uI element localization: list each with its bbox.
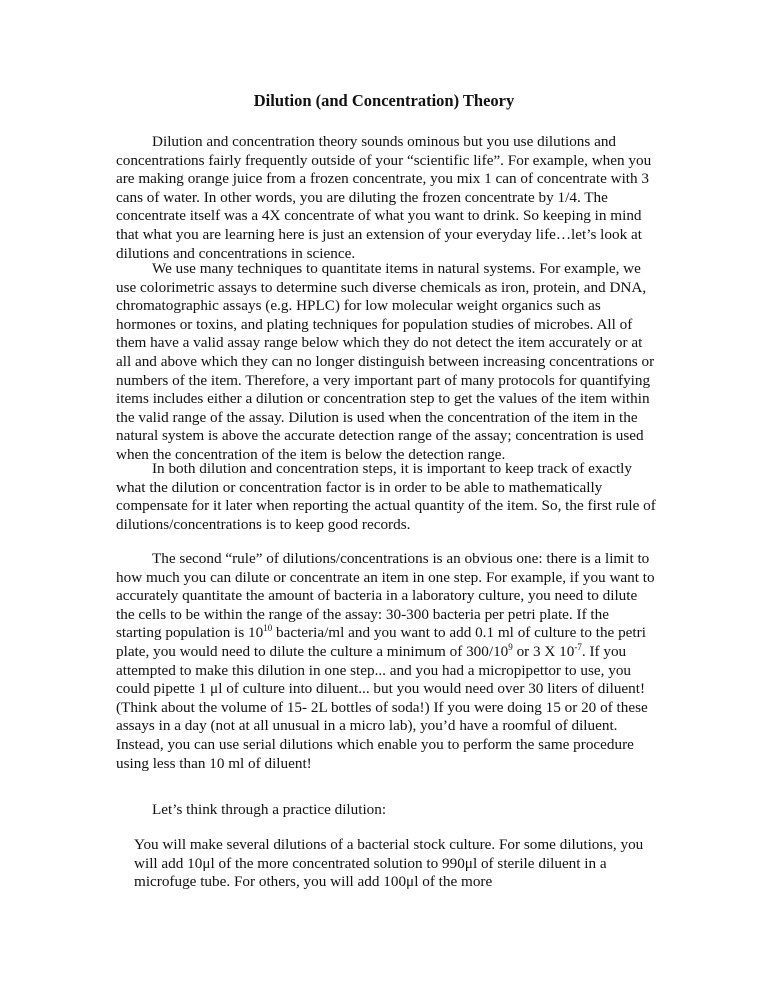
exponent-9: 9 — [508, 641, 513, 652]
second-rule-text-d: . If you attempted to make this dilution in one step... and you had a micropipettor to use, you could pipette 1 μl of culture into diluent... but you would need over 30 liters of diluent! (Think about the volume of 15- 2L bottles of soda!) If you were doing 15 or 20 of these assays in a day (not at all unusual in a micro lab), you’d have a roomful of diluent. Instead, you can use serial dilutions which enable you to perform the same procedure using less than 10 ml of diluent! — [116, 642, 648, 772]
paragraph-practice-dilution: You will make several dilutions of a bacterial stock culture. For some dilutions, you will add 10μl of the more concentrated solution to 990μl of sterile diluent in a microfuge tube. For others, you will add 100μl of the more — [134, 836, 644, 891]
second-rule-text-a: The second “rule” of dilutions/concentrations is an obvious one: there is a limit to how much you can dilute or concentrate an item in one step. For example, if you want to accurately quantitate the amount of bacteria in a laboratory culture, you need to dilute the cells to be within the range of the assay: 30-300 bacteria per petri plate. If the starting population is 10 — [116, 550, 655, 642]
document-title: Dilution (and Concentration) Theory — [253, 91, 515, 110]
paragraph-records: In both dilution and concentration steps, it is important to keep track of exactly what the dilution or concentration factor is in order to be able to mathematically compensate for it later when reporting the actual quantity of the item. So, the first rule of dilutions/concentrations is to keep good records. — [116, 460, 656, 533]
exponent-minus-7: -7 — [574, 641, 582, 652]
exponent-10: 10 — [263, 623, 273, 634]
paragraph-techniques: We use many techniques to quantitate items in natural systems. For example, we use colorimetric assays to determine such diverse chemicals as iron, protein, and DNA, chromatographic assays (e.g. HPLC) for low molecular weight organics such as hormones or toxins, and plating techniques for population studies of microbes. All of them have a valid assay range below which they do not detect the item accurately or at all and above which they can no longer distinguish between increasing concentrations or numbers of the item. Therefore, a very important part of many protocols for quantifying items includes either a dilution or concentration step to get the values of the item within the valid range of the assay. Dilution is used when the concentration of the item in the natural system is above the accurate detection range of the assay; concentration is used when the concentration of the item is below the detection range. — [116, 260, 655, 463]
paragraph-practice-intro: Let’s think through a practice dilution: — [152, 801, 387, 818]
paragraph-intro: Dilution and concentration theory sounds ominous but you use dilutions and concentrations fairly frequently outside of your “scientific life”. For example, when you are making orange juice from a frozen concentrate, you mix 1 can of concentrate with 3 cans of water. In other words, you are diluting the frozen concentrate by 1/4. The concentrate itself was a 4X concentrate of what you want to drink. So keeping in mind that what you are learning here is just an extension of your everyday life…let’s look at dilutions and concentrations in science. — [116, 133, 652, 262]
second-rule-text-c: or 3 X 10 — [512, 642, 575, 660]
paragraph-second-rule — [116, 550, 656, 773]
second-rule-text-b: bacteria/ml and you want to add 0.1 ml of culture to the petri plate, you would need to dilute the culture a minimum of 300/10 — [116, 624, 646, 660]
